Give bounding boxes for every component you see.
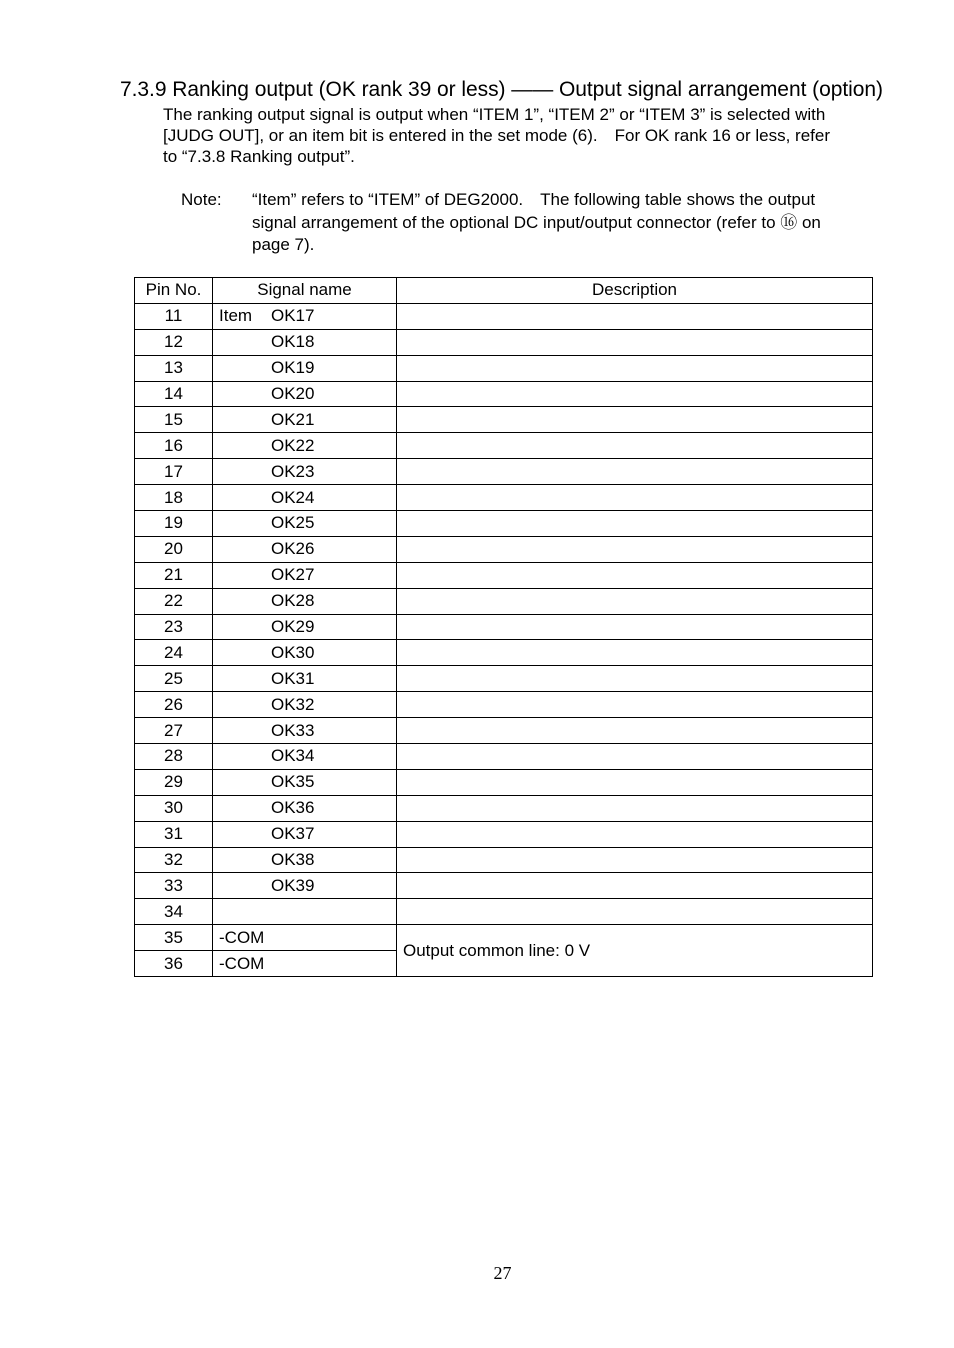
- signal-name: OK24: [271, 487, 315, 507]
- description-cell: [397, 381, 873, 407]
- signal-cell: [213, 666, 397, 692]
- signal-cell: [213, 614, 397, 640]
- signal-name: OK35: [271, 772, 315, 792]
- description-cell: [397, 744, 873, 770]
- signal-name: -COM: [213, 951, 397, 977]
- description-cell: [397, 485, 873, 511]
- pin-number: 24: [135, 640, 213, 666]
- table-row: [135, 485, 873, 511]
- pin-number: 21: [135, 562, 213, 588]
- description-cell: [397, 588, 873, 614]
- signal-cell: [213, 588, 397, 614]
- intro-line: The ranking output signal is output when “ITEM 1”, “ITEM 2” or “ITEM 3” is selected with: [163, 105, 826, 124]
- signal-name: OK22: [271, 435, 315, 455]
- intro-paragraph: [163, 104, 903, 167]
- description-cell: [397, 355, 873, 381]
- signal-name: OK19: [271, 358, 315, 378]
- description-cell: [397, 769, 873, 795]
- table-row: [135, 355, 873, 381]
- signal-name: OK25: [271, 513, 315, 533]
- description-cell: [397, 614, 873, 640]
- signal-name: OK36: [271, 798, 315, 818]
- signal-cell: [213, 485, 397, 511]
- signal-name: OK21: [271, 409, 315, 429]
- note-label: Note:: [181, 190, 222, 209]
- description-cell: [397, 562, 873, 588]
- table-row: [135, 329, 873, 355]
- note-line: signal arrangement of the optional DC input/output connector (refer to ⑯ on: [252, 212, 821, 232]
- description-cell: [397, 873, 873, 899]
- description-cell: [397, 640, 873, 666]
- signal-name: OK27: [271, 565, 315, 585]
- table-header-row: [135, 278, 873, 304]
- signal-name: OK31: [271, 668, 315, 688]
- signal-name: OK33: [271, 720, 315, 740]
- pin-number: 20: [135, 536, 213, 562]
- signal-name: OK29: [271, 617, 315, 637]
- table-row: [135, 459, 873, 485]
- signal-name: OK32: [271, 694, 315, 714]
- signal-cell: [213, 795, 397, 821]
- pin-number: 26: [135, 692, 213, 718]
- header-description: Description: [397, 278, 873, 304]
- table-row: [135, 925, 873, 951]
- signal-cell: [213, 329, 397, 355]
- table-row: [135, 821, 873, 847]
- page-number: 27: [493, 1263, 512, 1283]
- signal-name: OK17: [271, 306, 315, 326]
- table-row: [135, 536, 873, 562]
- pin-number: 28: [135, 744, 213, 770]
- pin-number: 13: [135, 355, 213, 381]
- table-row: [135, 588, 873, 614]
- pin-number: 33: [135, 873, 213, 899]
- signal-name: OK38: [271, 850, 315, 870]
- description-cell: [397, 847, 873, 873]
- signal-name: OK28: [271, 591, 315, 611]
- signal-cell: [213, 744, 397, 770]
- intro-line: to “7.3.8 Ranking output”.: [163, 147, 355, 166]
- table-row: [135, 795, 873, 821]
- header-pin-no: Pin No.: [135, 278, 213, 304]
- signal-cell: [213, 718, 397, 744]
- table-row: [135, 433, 873, 459]
- pin-number: 16: [135, 433, 213, 459]
- pin-number: 18: [135, 485, 213, 511]
- signal-cell: [213, 821, 397, 847]
- table-row: [135, 381, 873, 407]
- pin-number: 15: [135, 407, 213, 433]
- signal-cell: [213, 873, 397, 899]
- description-cell: [397, 795, 873, 821]
- pin-number: 29: [135, 769, 213, 795]
- signal-cell: [213, 640, 397, 666]
- description-cell: [397, 303, 873, 329]
- signal-name: OK26: [271, 539, 315, 559]
- table-body: [135, 303, 873, 976]
- table-row: [135, 744, 873, 770]
- signal-name: OK30: [271, 642, 315, 662]
- pin-number: 11: [135, 303, 213, 329]
- description-cell: [397, 692, 873, 718]
- description-cell: [397, 433, 873, 459]
- table-row: [135, 640, 873, 666]
- table-row: [135, 718, 873, 744]
- signal-cell: [213, 692, 397, 718]
- table-row: [135, 303, 873, 329]
- pin-number: 36: [135, 951, 213, 977]
- pin-number: 25: [135, 666, 213, 692]
- pin-number: 12: [135, 329, 213, 355]
- table-row: [135, 899, 873, 925]
- signal-cell: [213, 459, 397, 485]
- pin-number: 23: [135, 614, 213, 640]
- signal-name: OK34: [271, 746, 315, 766]
- com-description: Output common line: 0 V: [397, 925, 873, 977]
- table-row: [135, 847, 873, 873]
- pin-number: 17: [135, 459, 213, 485]
- table-row: [135, 511, 873, 537]
- note-line: “Item” refers to “ITEM” of DEG2000. The following table shows the output: [252, 190, 816, 209]
- description-cell: [397, 329, 873, 355]
- table-row: [135, 769, 873, 795]
- signal-arrangement-table: [134, 277, 873, 977]
- signal-name: -COM: [213, 925, 397, 951]
- pin-number: 31: [135, 821, 213, 847]
- intro-line: [JUDG OUT], or an item bit is entered in the set mode (6). For OK rank 16 or less, refer: [163, 126, 831, 145]
- note-line: page 7).: [252, 235, 315, 254]
- table-row: [135, 407, 873, 433]
- pin-number: 14: [135, 381, 213, 407]
- pin-number: 19: [135, 511, 213, 537]
- description-cell: [397, 821, 873, 847]
- description-cell: [397, 511, 873, 537]
- pin-number: 30: [135, 795, 213, 821]
- pin-number: 35: [135, 925, 213, 951]
- signal-cell: [213, 899, 397, 925]
- signal-name: OK23: [271, 461, 315, 481]
- pin-number: 34: [135, 899, 213, 925]
- signal-cell: [213, 381, 397, 407]
- signal-cell: [213, 511, 397, 537]
- pin-number: 32: [135, 847, 213, 873]
- note-body: [252, 189, 892, 257]
- signal-cell: [213, 536, 397, 562]
- description-cell: [397, 407, 873, 433]
- signal-cell: [213, 355, 397, 381]
- signal-cell: [213, 407, 397, 433]
- signal-name: OK20: [271, 384, 315, 403]
- signal-cell: [213, 433, 397, 459]
- table-row: [135, 692, 873, 718]
- signal-name: OK37: [271, 824, 315, 844]
- pin-number: 22: [135, 588, 213, 614]
- signal-cell: [213, 769, 397, 795]
- description-cell: [397, 536, 873, 562]
- description-cell: [397, 459, 873, 485]
- signal-cell: [213, 303, 397, 329]
- signal-prefix: Item: [219, 306, 253, 326]
- table-row: [135, 873, 873, 899]
- description-cell: [397, 718, 873, 744]
- table-row: [135, 562, 873, 588]
- description-cell: [397, 666, 873, 692]
- signal-cell: [213, 562, 397, 588]
- pin-number: 27: [135, 718, 213, 744]
- signal-cell: [213, 847, 397, 873]
- section-heading: 7.3.9 Ranking output (OK rank 39 or less) —— Output signal arrangement (option): [120, 78, 883, 101]
- description-cell: [397, 899, 873, 925]
- signal-name: OK18: [271, 332, 315, 352]
- table-row: [135, 614, 873, 640]
- table-row: [135, 666, 873, 692]
- signal-name: OK39: [271, 875, 315, 895]
- header-signal-name: Signal name: [213, 278, 397, 304]
